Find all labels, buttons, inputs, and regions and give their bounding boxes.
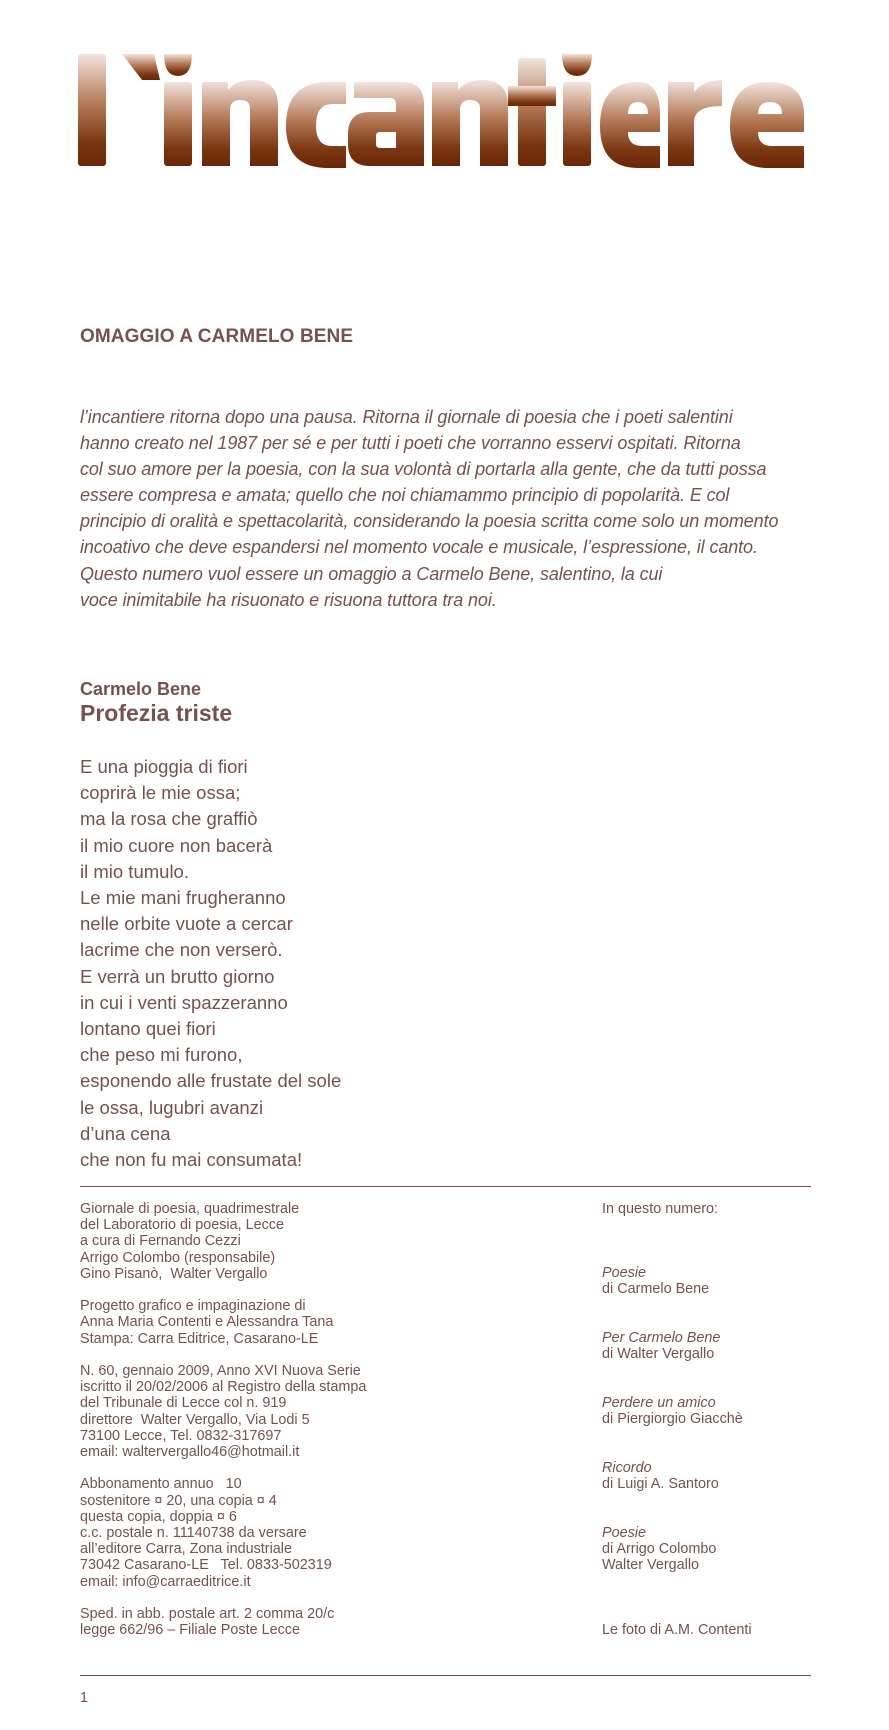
intro-line: l’incantiere ritorna dopo una pausa. Ritorna il giornale di poesia che i poeti salentini	[80, 407, 733, 427]
colophon-shipping-block	[80, 1606, 520, 1638]
intro-line: incoativo che deve espandersi nel momento vocale e musicale, l’espressione, il canto.	[80, 537, 758, 558]
poem-line: lacrime che non verserò.	[80, 939, 283, 961]
poem-line: esponendo alle frustate del sole	[80, 1070, 342, 1092]
colophon-email[interactable]: email: info@carraeditrice.it	[80, 1573, 251, 1590]
colophon-line: Stampa: Carra Editrice, Casarano-LE	[80, 1330, 319, 1347]
poem-body	[80, 754, 341, 1173]
poem-line: il mio cuore non bacerà	[80, 834, 273, 856]
contents-entry	[602, 1460, 719, 1492]
poem-line: lontano quei fiori	[80, 1018, 216, 1040]
poem-line: le ossa, lugubri avanzi	[80, 1096, 264, 1118]
colophon-email[interactable]: email: waltervergallo46@hotmail.it	[80, 1444, 300, 1461]
poem-line: il mio tumulo.	[80, 860, 189, 882]
colophon-line: Anna Maria Contenti e Alessandra Tana	[80, 1314, 334, 1331]
poem-line: Le mie mani frugheranno	[80, 887, 286, 909]
intro-line: hanno creato nel 1987 per sé e per tutti i poeti che vorranno esservi ospitati. Ritorna	[80, 433, 741, 454]
contents-work-author: Walter Vergallo	[602, 1557, 700, 1574]
intro-line: Questo numero vuol essere un omaggio a Carmelo Bene, salentino, la cui	[80, 563, 663, 584]
colophon-line: Progetto grafico e impaginazione di	[80, 1298, 306, 1315]
masthead-logo	[78, 52, 814, 170]
bottom-divider	[80, 1675, 811, 1676]
poem-line: in cui i venti spazzeranno	[80, 991, 288, 1013]
photo-credit: Le foto di A.M. Contenti	[602, 1622, 752, 1638]
colophon-line: N. 60, gennaio 2009, Anno XVI Nuova Serie	[80, 1363, 361, 1379]
intro-line: essere compresa e amata; quello che noi chiamammo principio di popolarità. E col	[80, 485, 730, 506]
poem-line: E verrà un brutto giorno	[80, 965, 275, 987]
colophon-line: Abbonamento annuo 10	[80, 1476, 242, 1493]
intro-line: voce inimitabile ha risuonato e risuona tuttora tra noi.	[80, 589, 497, 610]
section-title: OMAGGIO A CARMELO BENE	[80, 326, 354, 347]
poem-line: d’una cena	[80, 1122, 171, 1144]
poem-line: che peso mi furono,	[80, 1044, 243, 1066]
top-divider	[80, 1186, 811, 1187]
masthead-wordmark	[78, 52, 814, 170]
colophon-line: all’editore Carra, Zona industriale	[80, 1541, 292, 1558]
contents-work-author: di Piergiorgio Giacchè	[602, 1411, 743, 1428]
page-number: 1	[80, 1690, 89, 1706]
contents-work-title: Ricordo	[602, 1460, 652, 1476]
colophon-line: del Laboratorio di poesia, Lecce	[80, 1217, 285, 1234]
colophon-line: a cura di Fernando Cezzi	[80, 1233, 241, 1250]
colophon-editorial-block	[80, 1201, 520, 1282]
poem-line: E una pioggia di fiori	[80, 756, 248, 777]
poem-line: che non fu mai consumata!	[80, 1149, 303, 1171]
contents-work-author: di Arrigo Colombo	[602, 1541, 717, 1558]
colophon-line: 73100 Lecce, Tel. 0832-317697	[80, 1427, 282, 1444]
colophon-line: Giornale di poesia, quadrimestrale	[80, 1201, 300, 1217]
contents-work-title: Poesie	[602, 1265, 647, 1281]
colophon-registration-block	[80, 1363, 520, 1460]
contents-work-title: Poesie	[602, 1525, 647, 1541]
intro-paragraph	[80, 404, 820, 613]
colophon-line: questa copia, doppia ¤ 6	[80, 1508, 237, 1525]
contents-work-author: di Walter Vergallo	[602, 1346, 715, 1363]
colophon-subscription-block	[80, 1476, 520, 1589]
poem-line: ma la rosa che graffiò	[80, 808, 258, 830]
poem-author: Carmelo Bene	[80, 679, 202, 699]
colophon-line: direttore Walter Vergallo, Via Lodi 5	[80, 1411, 310, 1428]
intro-line: col suo amore per la poesia, con la sua volontà di portarla alla gente, che da tutti possa	[80, 459, 767, 480]
intro-line: principio di oralità e spettacolarità, considerando la poesia scritta come solo un momento	[80, 511, 779, 532]
colophon-line: 73042 Casarano-LE Tel. 0833-502319	[80, 1557, 332, 1574]
contents-entry	[602, 1395, 743, 1427]
colophon-line: legge 662/96 – Filiale Poste Lecce	[80, 1622, 301, 1639]
contents-entry	[602, 1525, 716, 1574]
colophon	[80, 1201, 520, 1655]
contents-entry	[602, 1265, 709, 1297]
contents-work-author: di Carmelo Bene	[602, 1281, 710, 1298]
colophon-line: sostenitore ¤ 20, una copia ¤ 4	[80, 1492, 277, 1509]
contents-entry	[602, 1330, 720, 1362]
colophon-line: Arrigo Colombo (responsabile)	[80, 1249, 276, 1266]
colophon-line: Gino Pisanò, Walter Vergallo	[80, 1265, 268, 1282]
poem-line: coprirà le mie ossa;	[80, 782, 241, 804]
issue-contents	[602, 1201, 822, 1638]
contents-work-title: Per Carmelo Bene	[602, 1330, 721, 1346]
colophon-line: Sped. in abb. postale art. 2 comma 20/c	[80, 1606, 335, 1623]
contents-heading: In questo numero:	[602, 1201, 718, 1217]
colophon-line: iscritto il 20/02/2006 al Registro della stampa	[80, 1379, 367, 1396]
contents-work-author: di Luigi A. Santoro	[602, 1476, 719, 1493]
poem-title: Profezia triste	[80, 700, 233, 726]
poem-line: nelle orbite vuote a cercar	[80, 913, 293, 935]
colophon-line: c.c. postale n. 11140738 da versare	[80, 1525, 307, 1542]
colophon-design-block	[80, 1298, 520, 1347]
colophon-line: del Tribunale di Lecce col n. 919	[80, 1395, 287, 1412]
contents-work-title: Perdere un amico	[602, 1395, 716, 1411]
